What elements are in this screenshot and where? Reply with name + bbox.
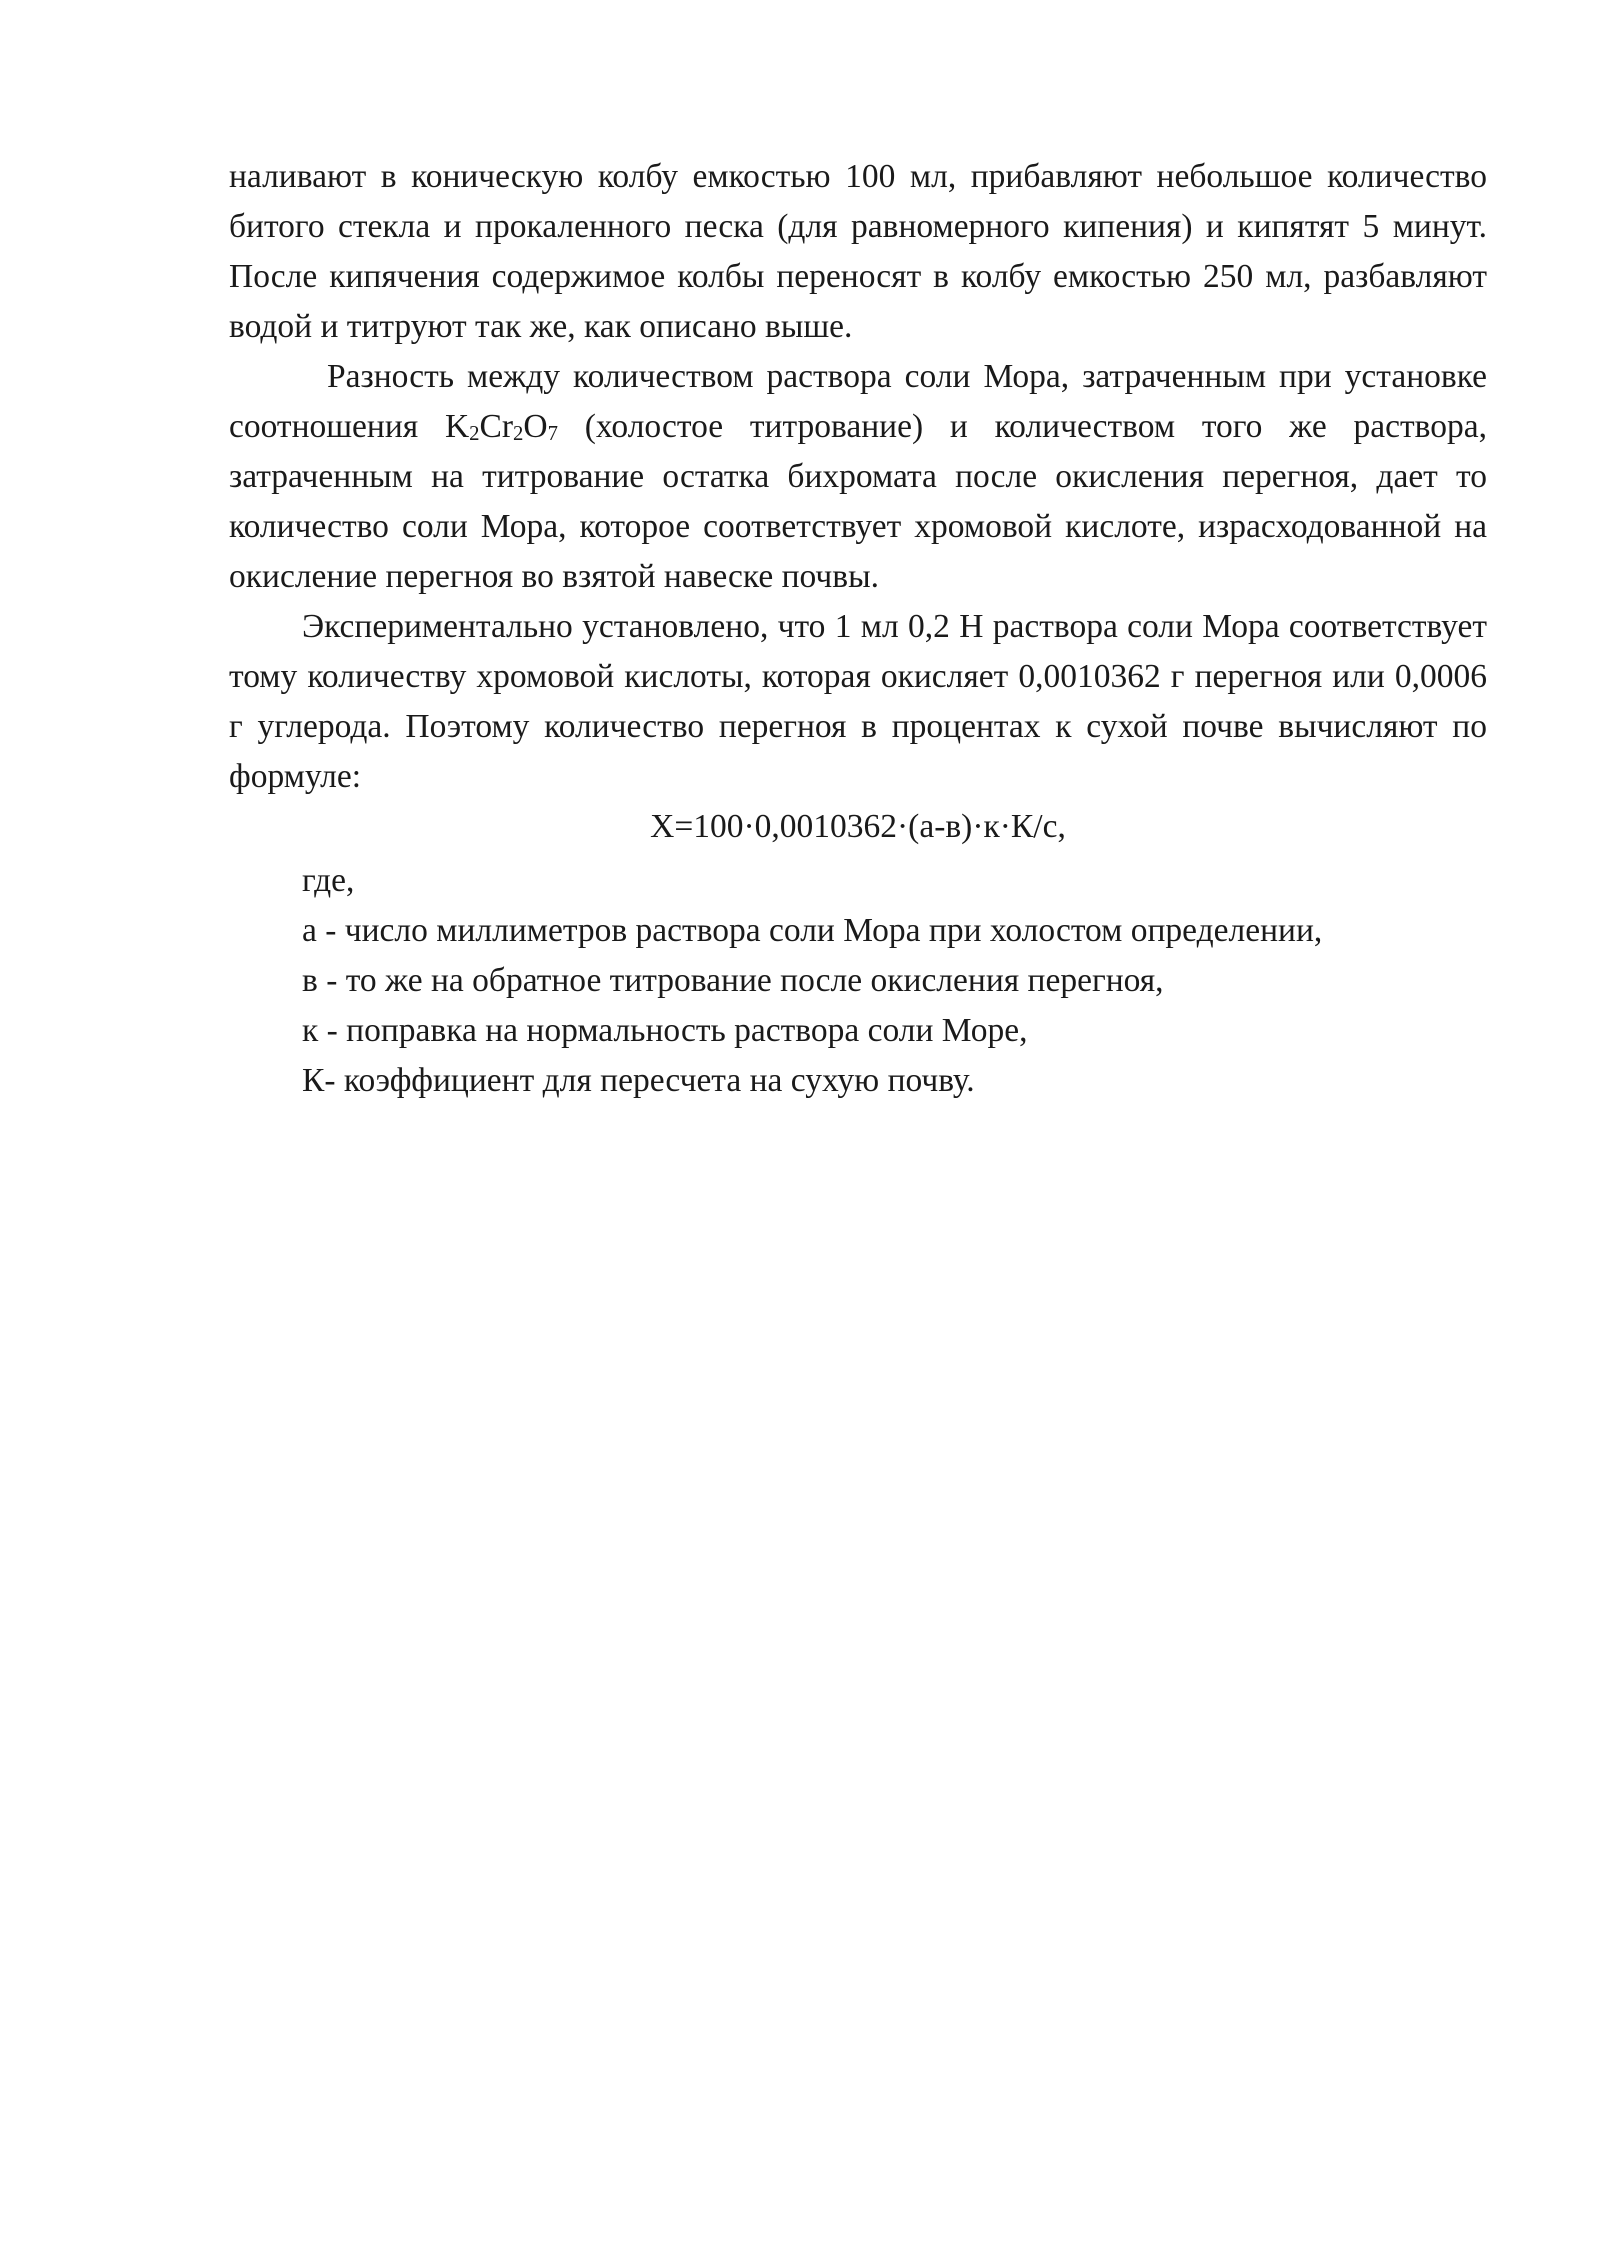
paragraph-mohr-salt-difference <box>229 352 1487 602</box>
paragraph-text-before-formula: Разность между количеством раствора соли Мора, затраченным при установке соотношения <box>229 358 1487 445</box>
definition-a: а - число миллиметров раствора соли Мора при холостом определении, <box>302 912 1323 949</box>
formula-subscript: 2 <box>513 422 524 446</box>
paragraph-procedure: наливают в коническую колбу емкостью 100 мл, прибавляют небольшое количество битого стекла и прокаленного песка (для равномерного кипения) и кипятят 5 минут. После кипячения содержимое колбы переносят в колбу емкостью 250 мл, разбавляют водой и титруют так же, как описано выше. <box>229 158 1487 345</box>
paragraph-text-after-formula: (холостое титрование) и количеством того же раствора, затраченным на титрование остатка бихромата после окисления перегноя, дает то количество соли Мора, которое соответствует хромовой кислоте, израсходованной на окисление перегноя во взятой навеске почвы. <box>229 408 1487 595</box>
paragraph-experimental: Экспериментально установлено, что 1 мл 0,2 Н раствора соли Мора соответствует тому количеству хромовой кислоты, которая окисляет 0,0010362 г перегноя или 0,0006 г углерода. Поэтому количество перегноя в процентах к сухой почве вычисляют по формуле: <box>229 608 1487 795</box>
definition-v: в - то же на обратное титрование после окисления перегноя, <box>302 962 1164 999</box>
formula-chromium: Cr <box>479 408 514 445</box>
definition-k: к - поправка на нормальность раствора соли Море, <box>302 1012 1028 1049</box>
document-body <box>229 152 1487 1106</box>
definition-K: К- коэффициент для пересчета на сухую почву. <box>302 1062 975 1099</box>
calculation-formula: X=100·0,0010362·(а-в)·к·К/с, <box>650 808 1066 845</box>
formula-subscript: 2 <box>469 422 480 446</box>
formula-oxygen: O <box>523 408 548 445</box>
formula-subscript: 7 <box>547 422 559 446</box>
formula-potassium: K <box>444 408 470 445</box>
chemical-formula-k2cr2o7 <box>445 408 558 445</box>
definitions-intro: где, <box>302 862 355 899</box>
